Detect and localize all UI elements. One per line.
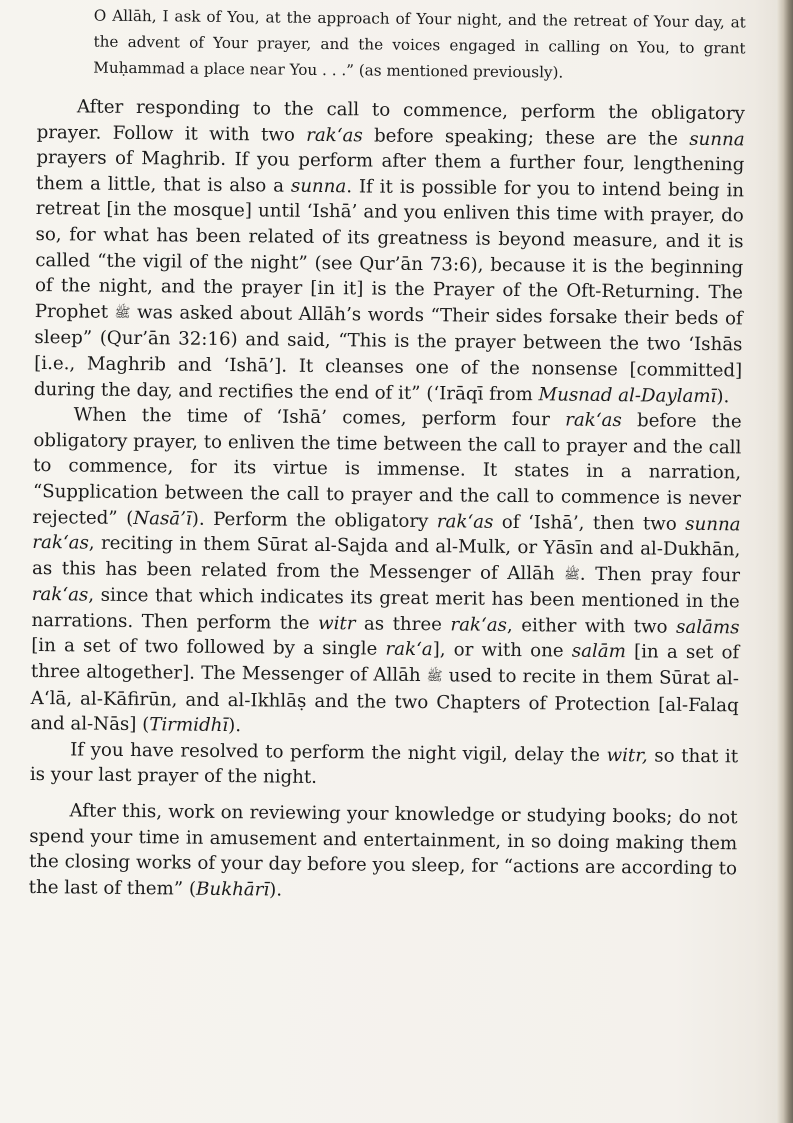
italic-term: rak‘as [31,584,89,606]
text-run: before the obligatory prayer, to enliven the time between the call to prayer and the call to commence, for its virtue is immense. It states in a narration, “Supplication between the call to prayer and the call to commence is never rejected” ( [32,410,742,529]
italic-term: witr [317,612,356,635]
italic-source: Bukhārī [195,878,270,901]
italic-term: sunna [290,175,347,198]
italic-source: Tirmidhī [149,714,229,737]
text-run: ). Perform the obligatory [191,508,437,532]
text-run: , since that which indicates its great merit has been mentioned in the narrations. Then perform the [31,584,740,634]
italic-source: Nasā’ī [133,507,192,530]
text-run: When the time of ‘Ishā’ comes, perform four [73,404,566,431]
quote-text: O Allāh, I ask of You, at the approach of Your night, and the retreat of Your day, at the advent of Your prayer, and the voices engaged in calling on You, to grant Muḥammad a place near You . . .” (as mentioned previously). [93,6,746,82]
paragraph-after-isha [29,798,738,908]
salutation-glyph: ﷺ [564,567,580,583]
text-run: ], or with one [432,639,572,663]
text-run: ). [716,385,730,407]
italic-term: rak‘as [306,124,363,147]
paragraph-maghrib [34,94,745,410]
text-run: used to recite in them Sūrat al-A‘lā, al-Kāfirūn, and al-Ikhlāṣ and the two Chapters of Protection [al-Falaq and al-Nās] ( [30,665,740,736]
text-run: . Then pray four [579,563,741,587]
text-run: , either with two [506,614,677,638]
page-text-block [29,2,746,908]
italic-term: rak‘as [436,510,494,533]
text-run: . If it is possible for you to intend being in retreat [in the mosque] until ‘Ishā’ and you enliven this time with prayer, do so, for what has been related of its greatness is beyond measure, and it is called “the vigil of the night” (see Qur’ān 73:6), because it is the beginning of the night, and the prayer [in it] is the Prayer of the Oft-Returning. The Prophet [34,176,745,323]
text-run: prayers of Maghrib. If you perform after them a further four, lengthening them a little, that is also a [35,147,745,197]
italic-term: rak‘a [385,639,433,661]
text-run: [in a set of two followed by a single [31,635,386,661]
text-run: ). [228,715,242,737]
text-run: of ‘Ishā’, then two [493,511,686,535]
italic-term: sunna [689,128,745,151]
italic-term: salām [571,641,626,663]
text-run: , reciting in them Sūrat al-Sajda and al-Mulk, or Yāsīn and al-Dukhān, as this has been related from the Messenger of Allāh [31,532,741,585]
salutation-glyph: ﷺ [114,305,131,321]
italic-source: Musnad al-Daylamī [538,383,717,407]
italic-term: sunna rak‘as [32,513,741,554]
text-run: ). [269,879,283,901]
paragraph-isha [30,402,741,744]
text-run: After responding to the call to commence, perform the obligatory prayer. Follow it with two [36,96,745,146]
supplication-quote [37,2,746,87]
text-run: was asked about Allāh’s words “Their sides forsake their beds of sleep” (Qur’ān 32:16) and said, “This is the prayer between the two ‘Ishās [i.e., Maghrib and ‘Ishā’]. It cleanses one of the nonsense [committed] during the day, and rectifies the end of it” (‘Irāqī from [33,301,743,405]
italic-term: witr, [606,744,648,767]
italic-term: salāms [675,616,740,639]
paragraph-night-vigil [30,737,738,796]
text-run: before speaking; these are the [362,125,690,150]
text-run: so that it is your last prayer of the night. [29,745,739,789]
text-run: If you have resolved to perform the night vigil, delay the [70,739,607,766]
text-run: [in a set of three altogether]. The Messenger of Allāh [30,641,740,687]
text-run: as three [355,613,451,636]
salutation-glyph: ﷺ [426,669,443,685]
italic-term: rak‘as [565,409,622,432]
book-spine-shadow [777,0,793,1123]
italic-term: rak‘as [450,614,508,636]
text-run: After this, work on reviewing your knowledge or studying books; do not spend your time in amusement and entertainment, in so doing making them the closing works of your day before you sleep, for “actions are according to the last of them” ( [28,800,738,900]
